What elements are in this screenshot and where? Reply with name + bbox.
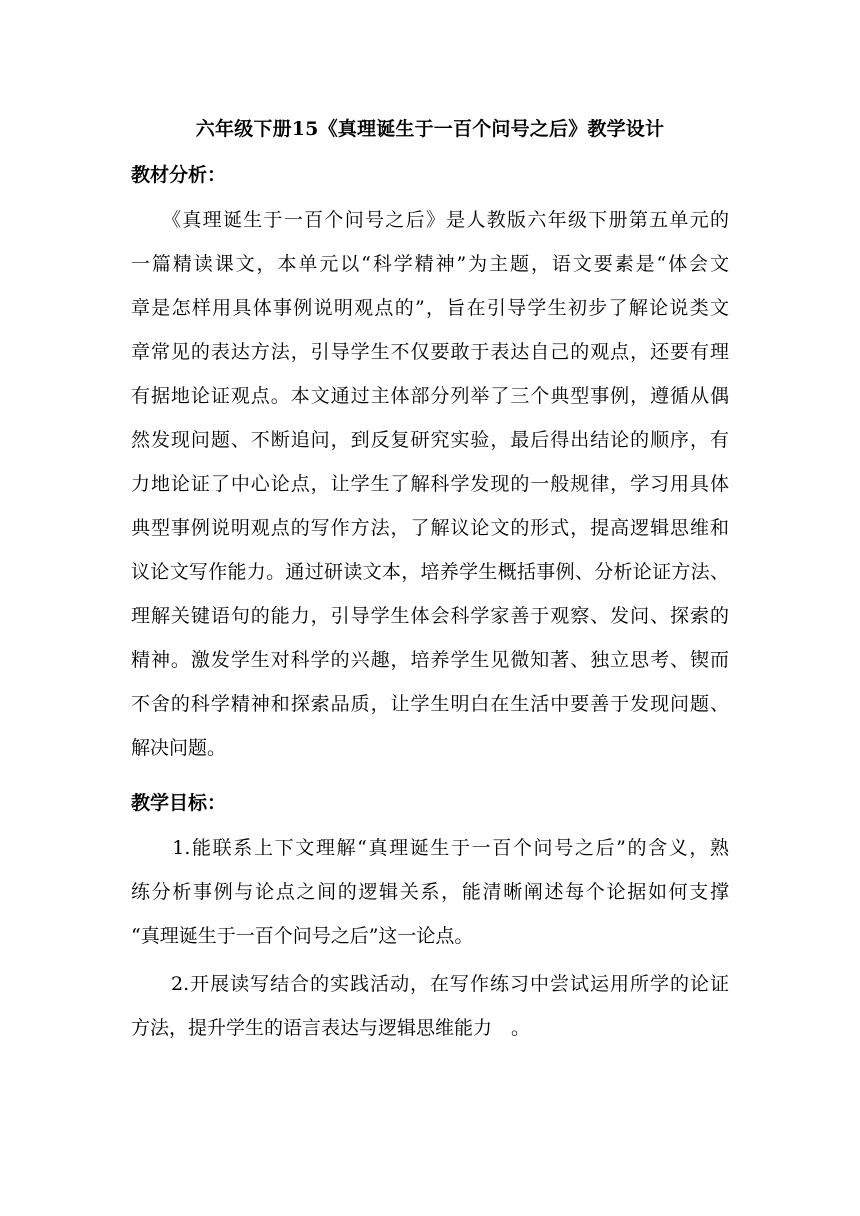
objective-line: 练分析事例与论点之间的逻辑关系，能清晰阐述每个论据如何支撑 [131,881,729,903]
paragraph-line: 然发现问题、不断追问，到反复研究实验，最后得出结论的顺序，有 [131,429,729,451]
objective-line: 1.能联系上下文理解“真理诞生于一百个问号之后”的含义，熟 [131,837,729,859]
paragraph-line: 不舍的科学精神和探索品质，让学生明白在生活中要善于发现问题、 [131,693,729,715]
objective-line: 方法，提升学生的语言表达与逻辑思维能力 。 [131,1017,531,1039]
paragraph-line: 理解关键语句的能力，引导学生体会科学家善于观察、发问、探索的 [131,605,729,627]
paragraph-line: 精神。激发学生对科学的兴趣，培养学生见微知著、独立思考、锲而 [131,649,729,671]
paragraph-line: 章常见的表达方法，引导学生不仅要敢于表达自己的观点，还要有理 [131,341,729,363]
section-heading-objectives: 教学目标： [131,792,227,814]
paragraph-line: 《真理诞生于一百个问号之后》是人教版六年级下册第五单元的 [131,209,729,231]
paragraph-line: 力地论证了中心论点，让学生了解科学发现的一般规律，学习用具体 [131,473,729,495]
section-heading-analysis: 教材分析： [131,164,227,186]
document-title: 六年级下册15《真理诞生于一百个问号之后》教学设计 [195,118,665,140]
paragraph-line: 章是怎样用具体事例说明观点的”，旨在引导学生初步了解论说类文 [131,297,729,319]
paragraph-line: 典型事例说明观点的写作方法，了解议论文的形式，提高逻辑思维和 [131,517,729,539]
paragraph-line: 议论文写作能力。通过研读文本，培养学生概括事例、分析论证方法、 [131,561,729,583]
paragraph-line: 有据地论证观点。本文通过主体部分列举了三个典型事例，遵循从偶 [131,385,729,407]
paragraph-line: 一篇精读课文，本单元以“科学精神”为主题，语文要素是“体会文 [131,253,729,275]
objective-line: “真理诞生于一百个问号之后”这一论点。 [131,925,474,947]
paragraph-line: 解决问题。 [131,737,227,759]
objective-line: 2.开展读写结合的实践活动，在写作练习中尝试运用所学的论证 [131,973,729,995]
